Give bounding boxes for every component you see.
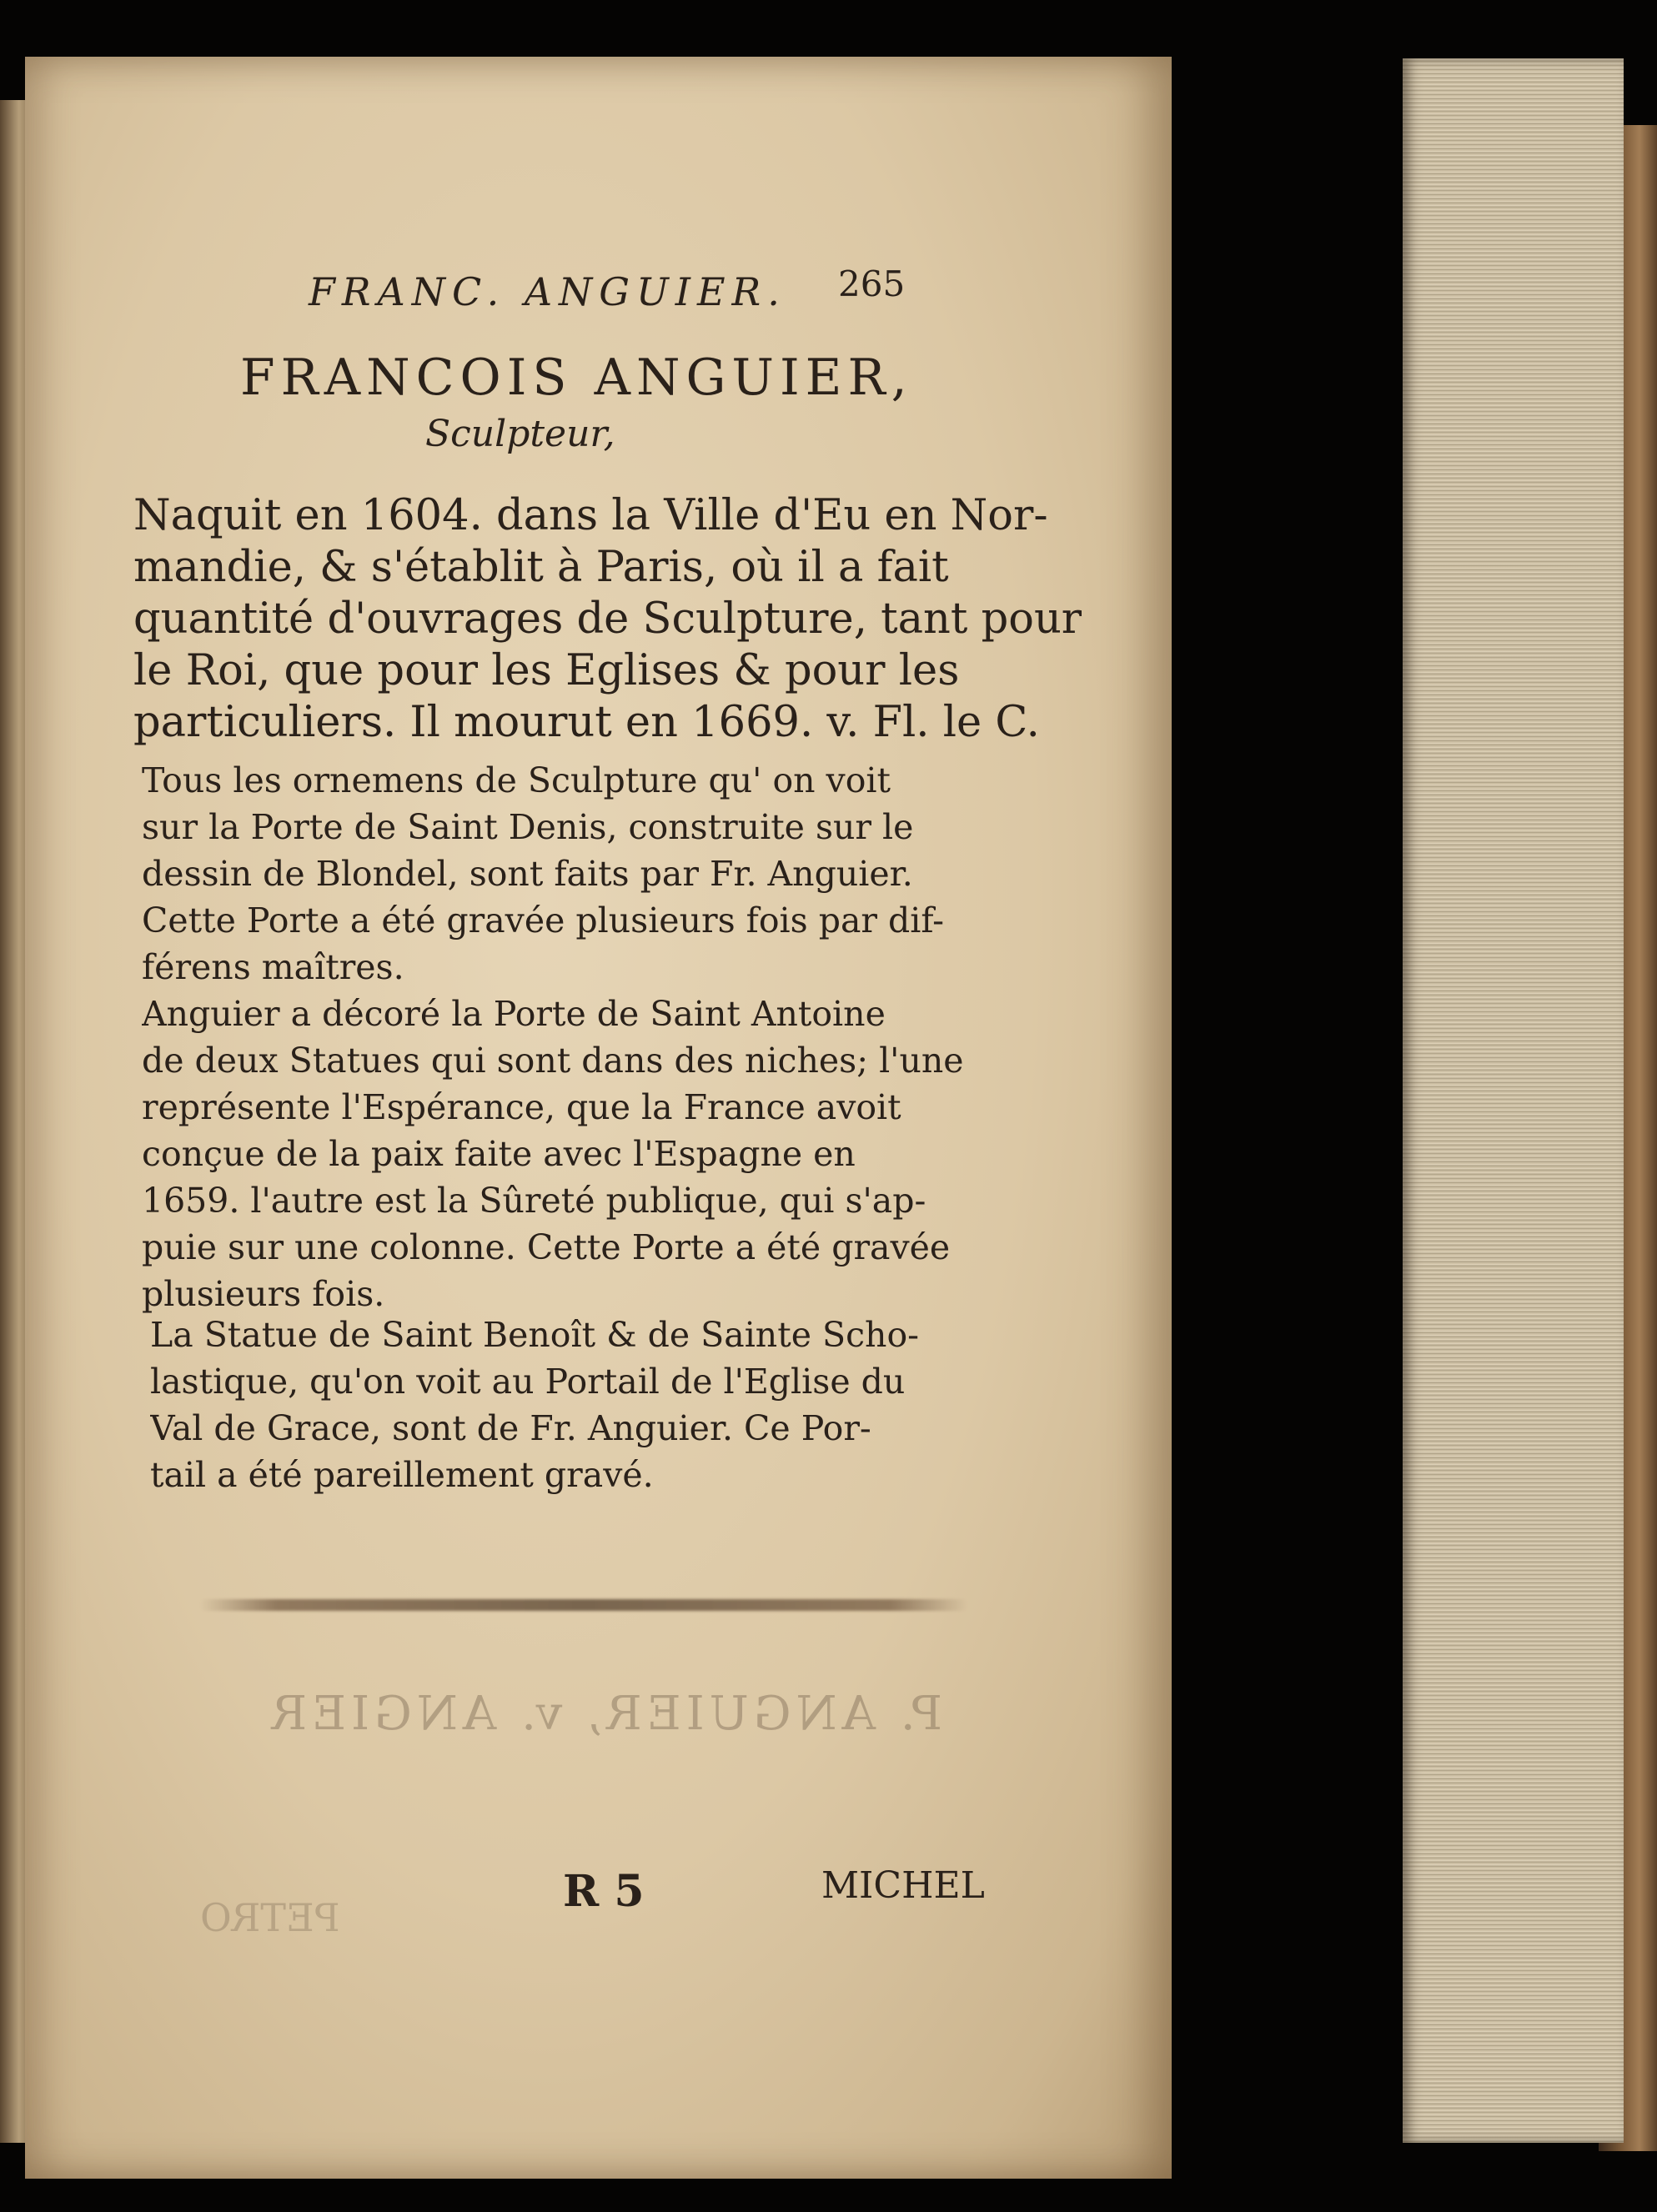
page-content — [25, 57, 1172, 2179]
paragraph-val-de-grace — [150, 1312, 919, 1498]
text-line: lastique, qu'on voit au Portail de l'Eglise du — [150, 1362, 906, 1402]
text-line: dessin de Blondel, sont faits par Fr. Anguier. — [142, 854, 913, 894]
text-line: mandie, & s'établit à Paris, où il a fait — [133, 543, 949, 592]
text-line: Naquit en 1604. dans la Ville d'Eu en Nor- — [133, 491, 1048, 540]
paragraph-biography — [133, 490, 1082, 749]
text-line: particuliers. Il mourut en 1669. v. Fl. le C. — [133, 698, 1040, 747]
ornamental-rule — [200, 1599, 967, 1611]
text-line: Cette Porte a été gravée plusieurs fois par dif- — [142, 900, 944, 940]
paragraph-porte-saint-denis — [142, 757, 944, 991]
text-line: conçue de la paix faite avec l'Espagne en — [142, 1134, 856, 1174]
bleed-through-text: PETRO — [200, 1895, 340, 1940]
text-line: représente l'Espérance, que la France avoit — [142, 1087, 901, 1127]
book-page — [25, 57, 1172, 2179]
signature-mark: R 5 — [563, 1866, 645, 1917]
entry-subheading: Sculpteur, — [425, 413, 615, 455]
text-line: plusieurs fois. — [142, 1274, 385, 1314]
page-number: 265 — [838, 263, 906, 304]
entry-heading: FRANCOIS ANGUIER, — [240, 349, 913, 407]
text-line: Val de Grace, sont de Fr. Anguier. Ce Por- — [150, 1408, 871, 1448]
text-line: Tous les ornemens de Sculpture qu' on voit — [142, 760, 891, 800]
text-line: quantité d'ouvrages de Sculpture, tant pour — [133, 594, 1082, 644]
text-line: de deux Statues qui sont dans des niches; l'une — [142, 1041, 964, 1081]
text-line: Anguier a décoré la Porte de Saint Antoine — [142, 994, 886, 1034]
page-block-edges — [1403, 58, 1624, 2143]
text-line: sur la Porte de Saint Denis, construite sur le — [142, 807, 914, 847]
text-line: 1659. l'autre est la Sûreté publique, qui s'ap- — [142, 1181, 926, 1221]
running-head: FRANC. ANGUIER. — [309, 269, 786, 314]
bleed-through-text: P. ANGUIER, v. ANGIER — [267, 1687, 943, 1741]
text-line: le Roi, que pour les Eglises & pour les — [133, 646, 960, 695]
text-line: tail a été pareillement gravé. — [150, 1455, 654, 1495]
catchword: MICHEL — [821, 1864, 985, 1907]
text-line: puie sur une colonne. Cette Porte a été gravée — [142, 1227, 951, 1267]
paragraph-porte-saint-antoine — [142, 991, 964, 1317]
text-line: La Statue de Saint Benoît & de Sainte Scho- — [150, 1315, 919, 1355]
text-line: férens maîtres. — [142, 947, 404, 987]
